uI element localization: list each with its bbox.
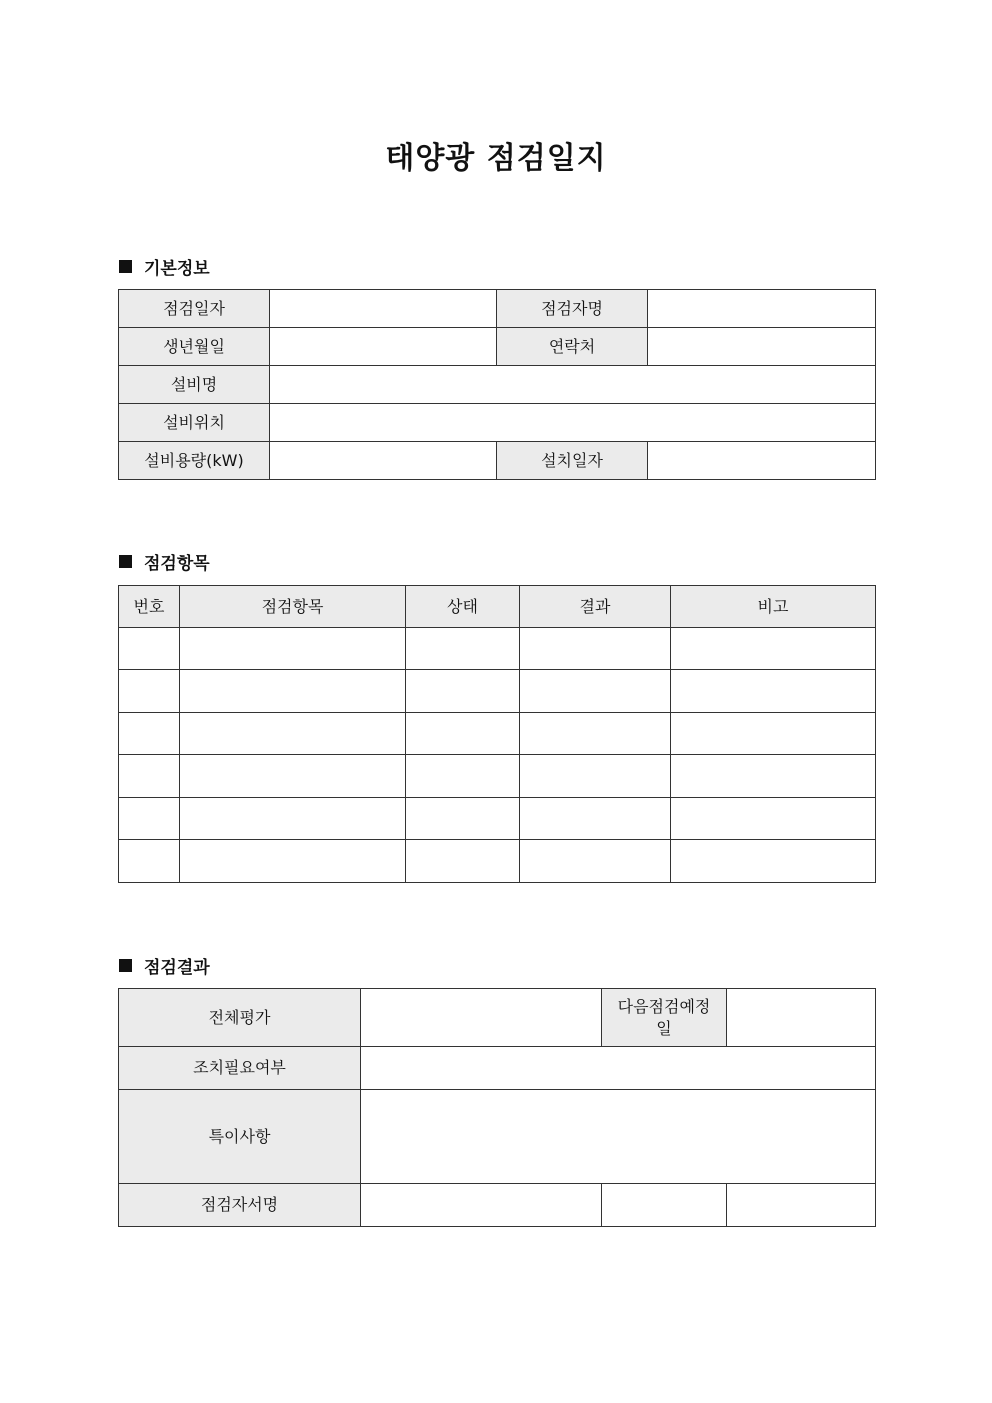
status-cell[interactable] xyxy=(406,670,520,713)
column-header-result: 결과 xyxy=(520,586,671,628)
column-header-note: 비고 xyxy=(671,586,876,628)
table-row xyxy=(119,755,876,798)
birth-date-field[interactable] xyxy=(270,328,497,366)
inspection-result-table xyxy=(118,988,876,1227)
facility-capacity-field[interactable] xyxy=(270,442,497,480)
result-cell[interactable] xyxy=(520,755,671,798)
overall-evaluation-field[interactable] xyxy=(361,989,602,1047)
note-cell[interactable] xyxy=(671,628,876,670)
item-cell[interactable] xyxy=(180,798,406,840)
section-title: 기본정보 xyxy=(144,259,210,279)
label-inspector-name: 점검자명 xyxy=(497,290,648,328)
number-cell[interactable] xyxy=(119,628,180,670)
column-header-item: 점검항목 xyxy=(180,586,406,628)
item-cell[interactable] xyxy=(180,713,406,755)
result-cell[interactable] xyxy=(520,798,671,840)
signature-stamp-field[interactable] xyxy=(727,1184,876,1227)
result-cell[interactable] xyxy=(520,670,671,713)
facility-name-field[interactable] xyxy=(270,366,876,404)
facility-location-field[interactable] xyxy=(270,404,876,442)
section-heading-items xyxy=(119,549,210,574)
label-remarks: 특이사항 xyxy=(119,1090,361,1184)
contact-field[interactable] xyxy=(648,328,876,366)
item-cell[interactable] xyxy=(180,628,406,670)
table-row xyxy=(119,798,876,840)
square-bullet-icon xyxy=(119,260,132,273)
status-cell[interactable] xyxy=(406,755,520,798)
status-cell[interactable] xyxy=(406,713,520,755)
result-cell[interactable] xyxy=(520,840,671,883)
label-facility-name: 설비명 xyxy=(119,366,270,404)
page-title: 태양광 점검일지 xyxy=(385,141,607,176)
table-row xyxy=(119,628,876,670)
label-inspector-signature: 점검자서명 xyxy=(119,1184,361,1227)
square-bullet-icon xyxy=(119,555,132,568)
square-bullet-icon xyxy=(119,959,132,972)
note-cell[interactable] xyxy=(671,713,876,755)
note-cell[interactable] xyxy=(671,798,876,840)
label-next-inspection-date: 다음점검예정일 xyxy=(602,989,727,1047)
number-cell[interactable] xyxy=(119,840,180,883)
status-cell[interactable] xyxy=(406,798,520,840)
item-cell[interactable] xyxy=(180,755,406,798)
label-contact: 연락처 xyxy=(497,328,648,366)
item-cell[interactable] xyxy=(180,670,406,713)
note-cell[interactable] xyxy=(671,840,876,883)
status-cell[interactable] xyxy=(406,628,520,670)
number-cell[interactable] xyxy=(119,755,180,798)
inspection-date-field[interactable] xyxy=(270,290,497,328)
section-heading-result xyxy=(119,953,210,978)
table-row xyxy=(119,713,876,755)
label-facility-location: 설비위치 xyxy=(119,404,270,442)
note-cell[interactable] xyxy=(671,670,876,713)
number-cell[interactable] xyxy=(119,713,180,755)
number-cell[interactable] xyxy=(119,670,180,713)
result-cell[interactable] xyxy=(520,713,671,755)
label-overall-evaluation: 전체평가 xyxy=(119,989,361,1047)
next-inspection-date-field[interactable] xyxy=(727,989,876,1047)
section-title: 점검항목 xyxy=(144,554,210,574)
section-heading-basic xyxy=(119,254,210,279)
result-cell[interactable] xyxy=(520,628,671,670)
signature-field[interactable] xyxy=(361,1184,602,1227)
label-inspection-date: 점검일자 xyxy=(119,290,270,328)
install-date-field[interactable] xyxy=(648,442,876,480)
section-title: 점검결과 xyxy=(144,958,210,978)
label-action-required: 조치필요여부 xyxy=(119,1047,361,1090)
basic-info-table xyxy=(118,289,876,480)
note-cell[interactable] xyxy=(671,755,876,798)
status-cell[interactable] xyxy=(406,840,520,883)
table-row xyxy=(119,840,876,883)
number-cell[interactable] xyxy=(119,798,180,840)
table-row xyxy=(119,670,876,713)
item-cell[interactable] xyxy=(180,840,406,883)
action-required-field[interactable] xyxy=(361,1047,876,1090)
label-facility-capacity: 설비용량(kW) xyxy=(119,442,270,480)
inspection-items-table xyxy=(118,585,876,883)
signature-extra-field[interactable] xyxy=(602,1184,727,1227)
column-header-number: 번호 xyxy=(119,586,180,628)
column-header-status: 상태 xyxy=(406,586,520,628)
label-birth-date: 생년월일 xyxy=(119,328,270,366)
label-install-date: 설치일자 xyxy=(497,442,648,480)
remarks-field[interactable] xyxy=(361,1090,876,1184)
inspector-name-field[interactable] xyxy=(648,290,876,328)
